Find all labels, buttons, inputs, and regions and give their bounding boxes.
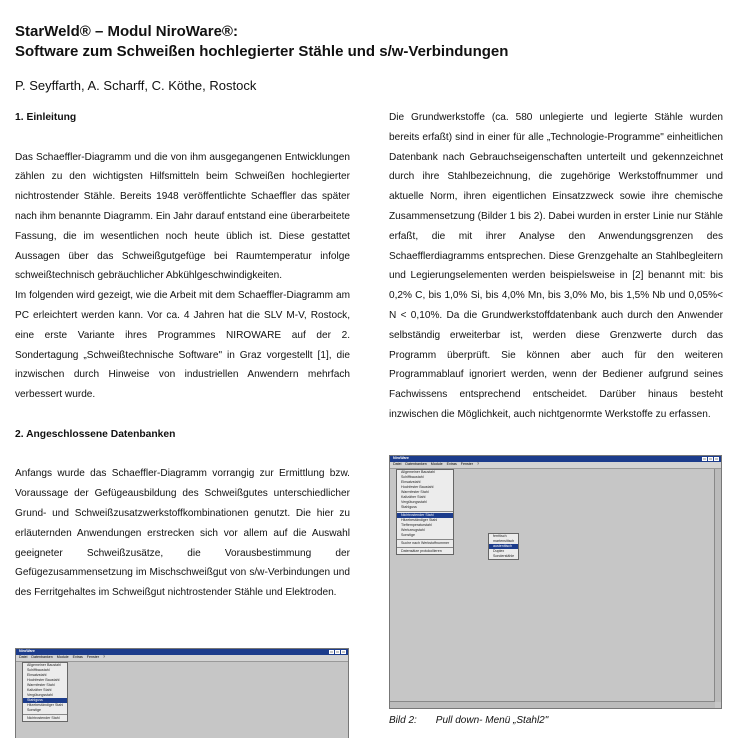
- app-window: [389, 455, 722, 709]
- menu-item[interactable]: Sonstige: [401, 533, 415, 537]
- menu-item[interactable]: Vergütungsstahl: [401, 500, 427, 504]
- submenu-item[interactable]: martensitisch: [493, 539, 515, 543]
- menu-item[interactable]: Allgemeiner Baustahl: [401, 470, 435, 474]
- maximize-icon[interactable]: [335, 650, 340, 654]
- menu-module[interactable]: Module: [56, 655, 69, 659]
- menu-item[interactable]: Kaltzäher Stahl: [401, 495, 426, 499]
- menu-fenster[interactable]: Fenster: [86, 655, 99, 659]
- menu-item[interactable]: Einsatzstahl: [27, 673, 47, 677]
- menu-fenster[interactable]: Fenster: [460, 462, 473, 466]
- menu-item[interactable]: Hochfester Baustahl: [27, 678, 60, 682]
- title-line-2: Software zum Schweißen hochlegierter Stähle und s/w-Verbindungen: [15, 43, 509, 60]
- menubar: [16, 655, 348, 662]
- figure-2-screenshot: [389, 455, 722, 709]
- menu-datei[interactable]: Datei: [393, 462, 402, 466]
- menubar: [390, 462, 721, 469]
- menu-item[interactable]: Suche nach Werkstoffnummer: [401, 541, 450, 545]
- menu-datenbanken[interactable]: Datenbanken: [405, 462, 427, 466]
- window-title: NiroWare: [393, 456, 409, 460]
- menu-item[interactable]: Schiffbaustahl: [401, 475, 424, 479]
- app-window: [15, 648, 349, 738]
- vertical-scrollbar[interactable]: [714, 469, 721, 702]
- menu-help[interactable]: ?: [476, 462, 479, 466]
- intro-paragraph-2: Im folgenden wird gezeigt, wie die Arbeit mit dem Schaeffler-Diagramm am PC erleichtert werden kann. Vor ca. 4 Jahren hat die SLV M-V, Rostock, eine erste Variante ihres Programmes NIROWARE auf der 2. Sondertagung „Schweißtechnische Software" in Graz vorgestellt [1], die inzwischen durch Hinweise von industriellen Anwendern mehrfach verbessert wurde.: [15, 290, 350, 401]
- databases-paragraph-1: Anfangs wurde das Schaeffler-Diagramm vorrangig zur Ermittlung bzw. Voraussage der Gefügeausbildung des Schweißgutes unterschiedlicher Grund- und Schweißzusatzwerkstoffkombinationen genutzt. Die hier zu erläuternden Anwendungen erstrecken sich vor allem auf die Auswahl geeigneter Schweißzusätze, die Vorausbestimmung der Gefügezusammensetzung im Mischschweißgut von s/w-Verbindungen und des Ferritgehaltes im Schweißgut nichtrostender Stähle und Elektroden.: [15, 468, 350, 599]
- menu-extras[interactable]: Extras: [72, 655, 83, 659]
- menu-item[interactable]: Tieftemperaturstahl: [401, 523, 432, 527]
- menu-item[interactable]: Datensätze protokollieren: [401, 549, 442, 553]
- menu-item[interactable]: Schiffbaustahl: [27, 668, 50, 672]
- intro-paragraph-1: Das Schaeffler-Diagramm und die von ihm ausgegangenen Entwicklungen zählen zu den wichtigsten Hilfsmitteln beim Schweißen hochlegierter nichtrostender Stähle. Bereits 1948 veröffentlichte Schaeffler das später nach ihm benannte Diagramm. Ein Jahr darauf entstand eine überarbeitete Fassung, die im wesentlichen noch heute üblich ist. Diese gestattet Aussagen über das Schweißgutgefüge bei Raumtemperatur infolge schweißtechnisch gebräuchlicher Abkühlgeschwindigkeiten.: [15, 151, 350, 282]
- close-icon[interactable]: [341, 650, 346, 654]
- menu-item[interactable]: Hitzebeständiger Stahl: [27, 703, 64, 707]
- maximize-icon[interactable]: [708, 457, 713, 461]
- caption-text: Pull down- Menü „Stahl2": [435, 715, 549, 726]
- menu-item[interactable]: Kaltzäher Stahl: [27, 688, 52, 692]
- menu-help[interactable]: ?: [102, 655, 105, 659]
- submenu-item[interactable]: Sonderstähle: [493, 554, 515, 558]
- menu-item[interactable]: Hochfester Baustahl: [401, 485, 434, 489]
- pulldown-menu: [396, 469, 454, 555]
- right-paragraph-1: Die Grundwerkstoffe (ca. 580 unlegierte und legierte Stähle wurden bereits erfaßt) sind in einer für alle „Technologie-Programme" einheitlichen Datenbank nach Gebrauchseigenschaften unterteilt und gekennzeichnet durch ihre Stahlbezeichnung, die zugehörige Werkstoffnummer und aktuelle Norm, ihren eigentlichen Einsatzzweck sowie ihre chemische Zusammensetzung (Bilder 1 bis 2). Dabei wurden in erster Linie nur Stähle erfaßt, die mit ihrer Analyse den Anwendungsgrenzen des Schaefflerdiagramms entsprechen. Diese Grenzgehalte an Stahlbegleitern und Legierungselementen werden beispielsweise in [2] benannt mit: bis 0,2% C, bis 1,0% Si, bis 4,0% Mn, bis 3,0% Mo, bis 1,5% Nb und 0,05%< N < 0,10%. Da die Grundwerkstoffdatenbank auch durch den Anwender selbständig erweiterbar ist, werden diese Grenzwerte durch das Programm überprüft. Sie können aber auch für den weiteren Programmablauf ignoriert werden, wenn der Bediener aufgrund seines Fachwissens entsprechend entscheidet. Darüber hinaus besteht inzwischen die Möglichkeit, auch nichtgenormte Werkstoffe zu erfassen.: [389, 112, 723, 420]
- menu-item-selected[interactable]: Stahlguss: [23, 698, 67, 703]
- section-heading-intro: 1. Einleitung: [15, 112, 77, 123]
- section-heading-databases: 2. Angeschlossene Datenbanken: [15, 428, 176, 440]
- minimize-icon[interactable]: [329, 650, 334, 654]
- menu-item[interactable]: Sonstige: [27, 708, 41, 712]
- figure-1-screenshot: [15, 648, 349, 738]
- menu-item[interactable]: Allgemeiner Baustahl: [27, 663, 61, 667]
- pulldown-menu: [22, 662, 68, 722]
- submenu: [488, 533, 519, 560]
- title-line-1: StarWeld® – Modul NiroWare®:: [15, 23, 238, 40]
- submenu-item-selected[interactable]: austenitisch: [489, 544, 518, 549]
- menu-item[interactable]: Stahlguss: [401, 505, 417, 509]
- menu-module[interactable]: Module: [430, 462, 443, 466]
- caption-number: Bild 2:: [389, 715, 417, 726]
- menu-extras[interactable]: Extras: [446, 462, 457, 466]
- menu-datei[interactable]: Datei: [19, 655, 28, 659]
- menu-item[interactable]: Warmfester Stahl: [401, 490, 429, 494]
- menu-item[interactable]: Hitzebeständiger Stahl: [401, 518, 438, 522]
- right-column: [389, 108, 723, 425]
- paper-title: [15, 22, 725, 62]
- menu-item-selected[interactable]: Nichtrostender Stahl: [397, 513, 453, 518]
- menu-item[interactable]: Einsatzstahl: [401, 480, 421, 484]
- submenu-item[interactable]: ferritisch: [493, 534, 507, 538]
- left-column: [15, 108, 350, 603]
- minimize-icon[interactable]: [702, 457, 707, 461]
- figure-2-caption: [389, 715, 548, 726]
- horizontal-scrollbar[interactable]: [390, 701, 715, 708]
- window-title: NiroWare: [19, 649, 35, 653]
- menu-item[interactable]: Vergütungsstahl: [27, 693, 53, 697]
- menu-item[interactable]: Nichtrostender Stahl: [27, 716, 60, 720]
- close-icon[interactable]: [714, 457, 719, 461]
- menu-item[interactable]: Werkzeugstahl: [401, 528, 425, 532]
- authors: P. Seyffarth, A. Scharff, C. Köthe, Rostock: [15, 78, 257, 93]
- menu-item[interactable]: Warmfester Stahl: [27, 683, 55, 687]
- submenu-item[interactable]: Duplex: [493, 549, 505, 553]
- menu-datenbanken[interactable]: Datenbanken: [31, 655, 53, 659]
